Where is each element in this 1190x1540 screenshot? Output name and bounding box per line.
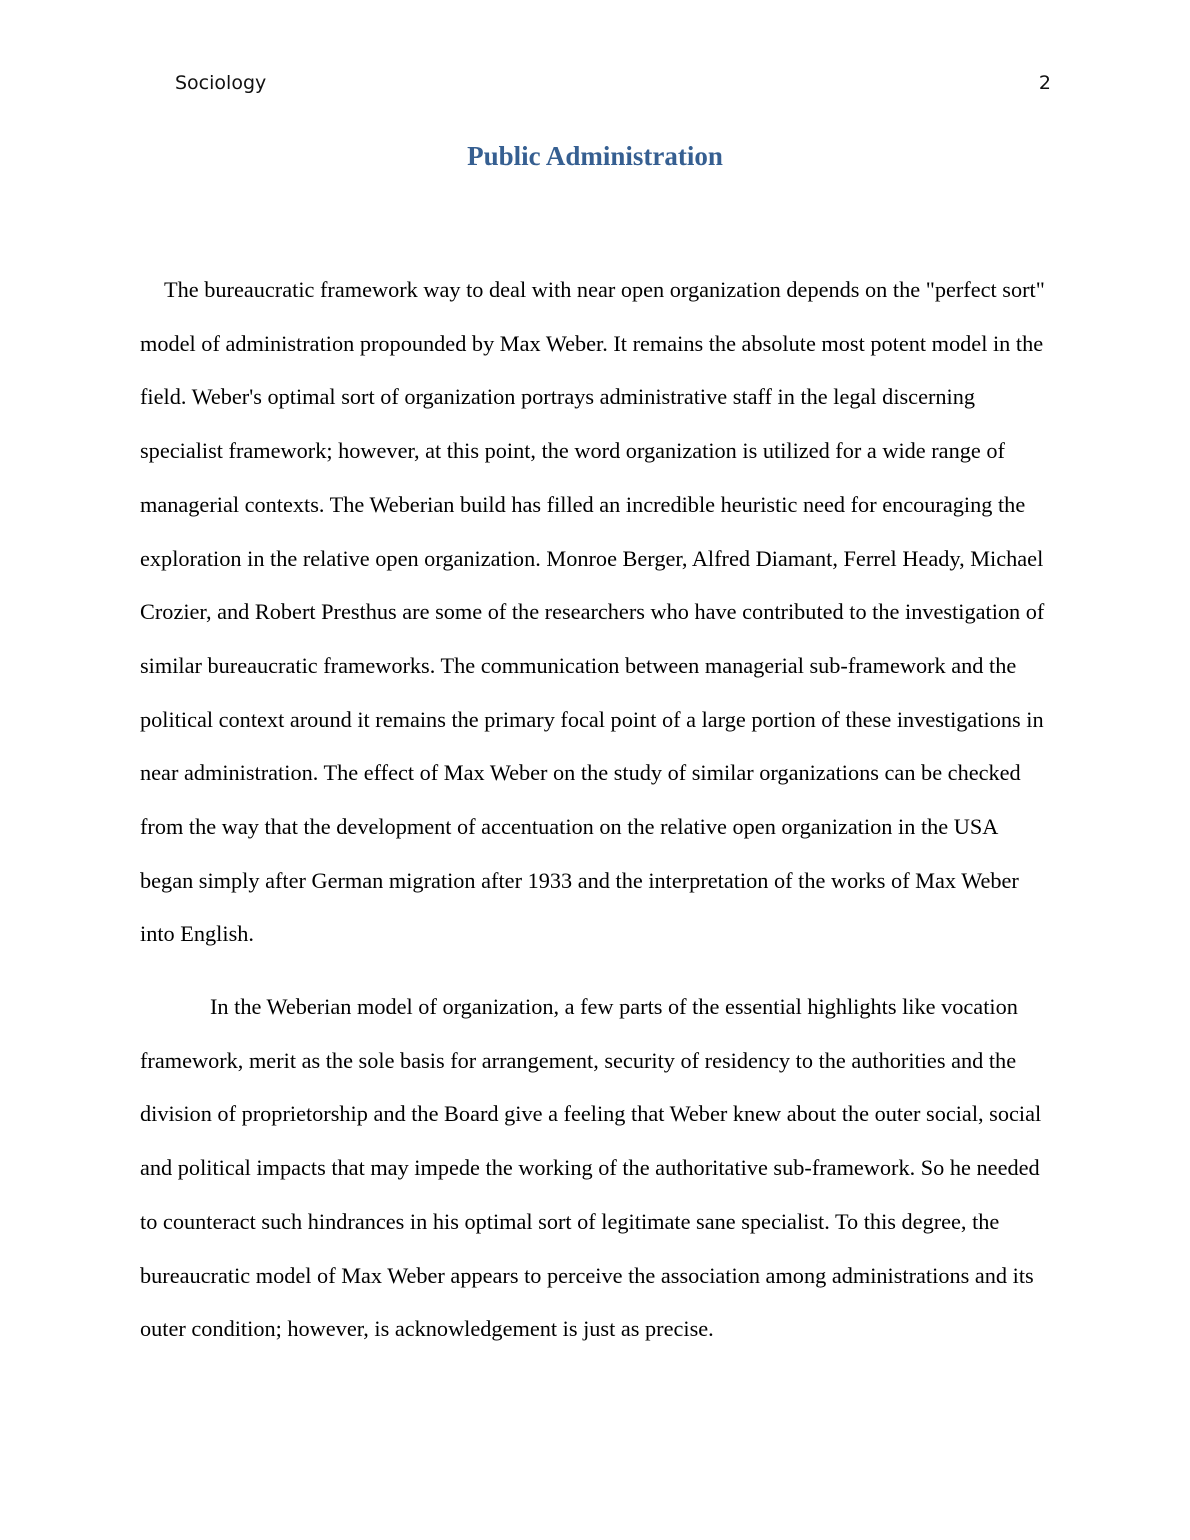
page-number: 2	[1038, 72, 1051, 94]
document-title: Public Administration	[467, 141, 723, 171]
paragraph-1: The bureaucratic framework way to deal with near open organization depends on the "perfect sort" model of administration propounded by Max Weber. It remains the absolute most potent model in the field. Weber's optimal sort of organization portrays administrative staff in the legal discerning specialist framework; however, at this point, the word organization is utilized for a wide range of managerial contexts. The Weberian build has filled an incredible heuristic need for encouraging the exploration in the relative open organization. Monroe Berger, Alfred Diamant, Ferrel Heady, Michael Crozier, and Robert Presthus are some of the researchers who have contributed to the investigation of similar bureaucratic frameworks. The communication between managerial sub-framework and the political context around it remains the primary focal point of a large portion of these investigations in near administration. The effect of Max Weber on the study of similar organizations can be checked from the way that the development of accentuation on the relative open organization in the USA began simply after German migration after 1933 and the interpretation of the works of Max Weber into English.	[140, 277, 1045, 947]
running-head: Sociology	[175, 72, 267, 94]
paragraph-2: In the Weberian model of organization, a few parts of the essential highlights like vocation framework, merit as the sole basis for arrangement, security of residency to the authorities and the division of proprietorship and the Board give a feeling that Weber knew about the outer social, social and political impacts that may impede the working of the authoritative sub-framework. So he needed to counteract such hindrances in his optimal sort of legitimate sane specialist. To this degree, the bureaucratic model of Max Weber appears to perceive the association among administrations and its outer condition; however, is acknowledgement is just as precise.	[140, 994, 1042, 1342]
